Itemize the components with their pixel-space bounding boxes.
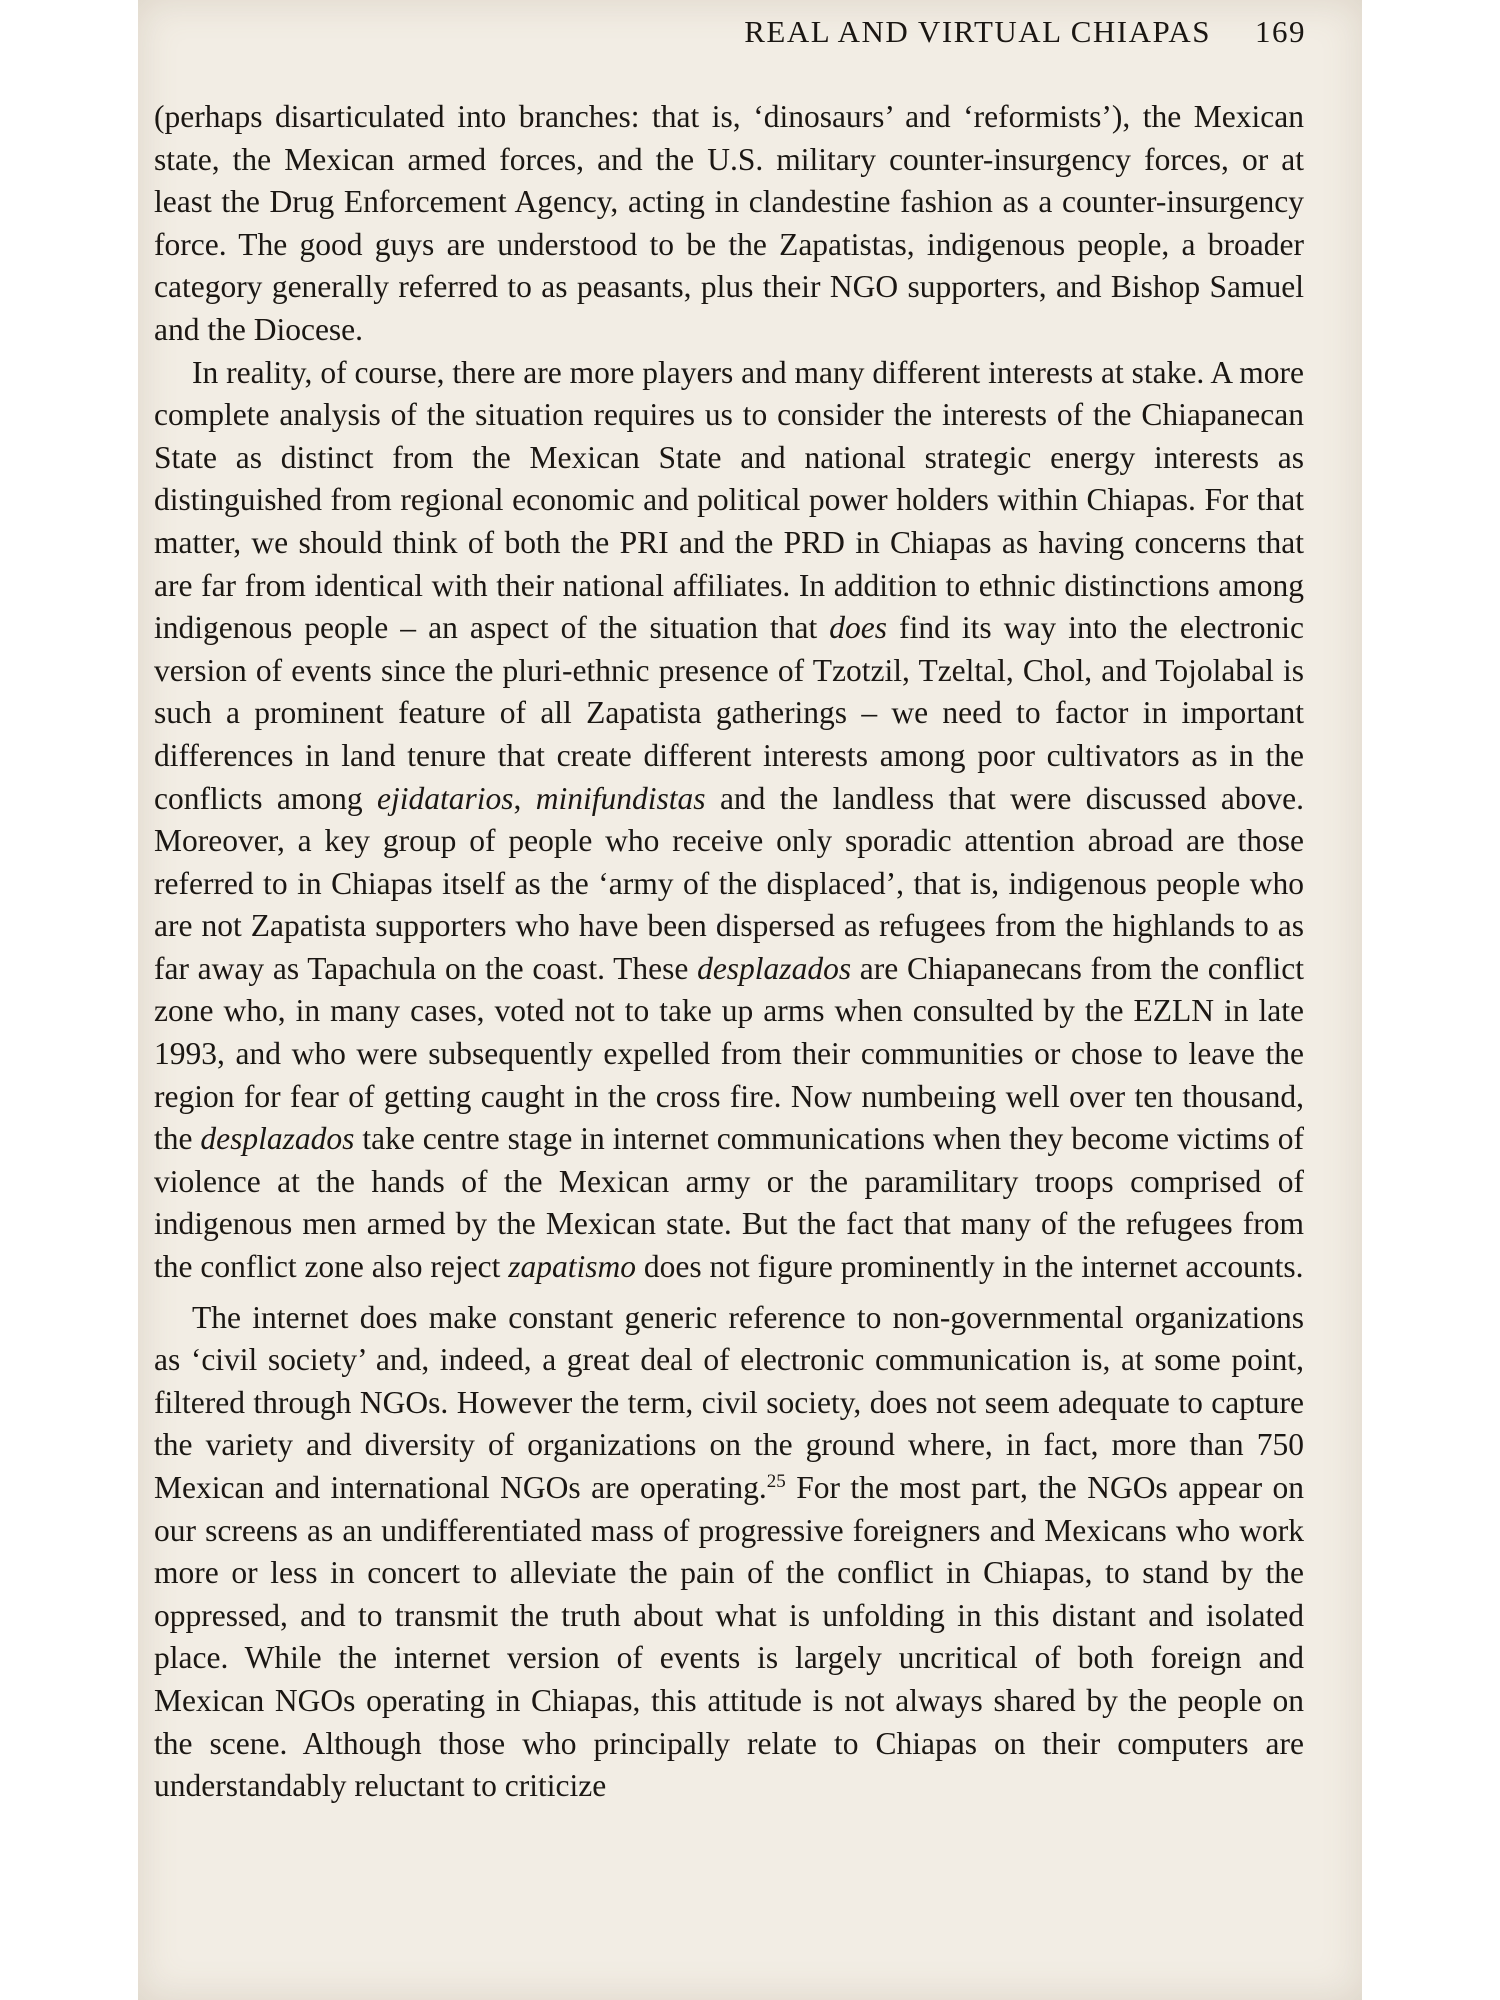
text-run: In reality, of course, there are more players and many different interests at stake. A more complete analysis of the situation requires us to consider the interests of the Chiapanecan State as distinct from the Mexican State and national strategic energy interests as distinguished from regional economic and political power holders within Chiapas. For that matter, we should think of both the PRI and the PRD in Chiapas as having concerns that are far from identical with their national affiliates. In addition to ethnic distinctions among indigenous people – an aspect of the situation that	[154, 354, 1304, 646]
paragraph	[154, 96, 1304, 352]
running-head-title: REAL AND VIRTUAL CHIAPAS	[744, 14, 1211, 49]
text-run: are Chiapanecans from the conflict zone who, in many cases, voted not to take up arms when consulted by the EZLN in late 1993, and who were subsequently expelled from their communities or chose to leave the region for fear of getting caught in the cross fire. Now numbeıing well over ten thousand, the	[154, 950, 1304, 1157]
body-text	[154, 96, 1304, 1808]
text-run: ,	[513, 780, 536, 816]
running-head	[744, 14, 1306, 50]
text-run: does not figure prominently in the internet accounts.	[636, 1249, 1304, 1285]
text-run: The internet does make constant generic reference to non-governmental organizations as ‘civil society’ and, indeed, a great deal of electronic communication is, at some point, filtered through NGOs. However the term, civil society, does not seem adequate to capture the variety and diversity of organizations on the ground where, in fact, more than 750 Mexican and international NGOs are operating.	[154, 1299, 1304, 1505]
italic-term: minifundistas	[535, 780, 706, 816]
italic-term: does	[829, 610, 888, 646]
text-run: and the landless that were discussed above. Moreover, a key group of people who receive only sporadic attention abroad are those referred to in Chiapas itself as the ‘army of the displaced’, that is, indigenous people who are not Zapatista supporters who have been dispersed as refugees from the highlands to as far away as Tapachula on the coast. These	[154, 780, 1304, 986]
italic-term: ejidatarios	[376, 780, 514, 816]
text-run: find its way into the electronic version of events since the pluri-ethnic presence of Tzotzil, Tzeltal, Chol, and Tojolabal is such a prominent feature of all Zapatista gatherings – we need to factor in important differences in land tenure that create different interests among poor cultivators as in the conflicts among	[154, 610, 1304, 816]
italic-term: desplazados	[200, 1121, 355, 1157]
page-number: 169	[1255, 14, 1306, 49]
italic-term: zapatismo	[508, 1249, 636, 1285]
paragraph	[154, 1297, 1304, 1808]
text-run: For the most part, the NGOs appear on our screens as an undifferentiated mass of progressive foreigners and Mexicans who work more or less in concert to alleviate the pain of the conflict in Chiapas, to stand by the oppressed, and to transmit the truth about what is unfolding in this distant and isolated place. While the internet version of events is largely uncritical of both foreign and Mexican NGOs operating in Chiapas, this attitude is not always shared by the people on the scene. Although those who principally relate to Chiapas on their computers are understandably reluctant to criticize	[154, 1470, 1304, 1804]
italic-term: desplazados	[697, 950, 852, 986]
text-run: (perhaps disarticulated into branches: that is, ‘dinosaurs’ and ‘reformists’), the Mexican state, the Mexican armed forces, and the U.S. military counter-insurgency forces, or at least the Drug Enforcement Agency, acting in clandestine fashion as a counter-insurgency force. The good guys are understood to be the Zapatistas, indigenous people, a broader category generally referred to as peasants, plus their NGO supporters, and Bishop Samuel and the Diocese.	[154, 99, 1304, 347]
footnote-marker: 25	[766, 1471, 786, 1492]
text-run: take centre stage in internet communications when they become victims of violence at the hands of the Mexican army or the paramilitary troops comprised of indigenous men armed by the Mexican state. But the fact that many of the refugees from the conflict zone also reject	[154, 1121, 1304, 1285]
book-page	[138, 0, 1362, 2000]
paragraph	[154, 352, 1304, 1289]
